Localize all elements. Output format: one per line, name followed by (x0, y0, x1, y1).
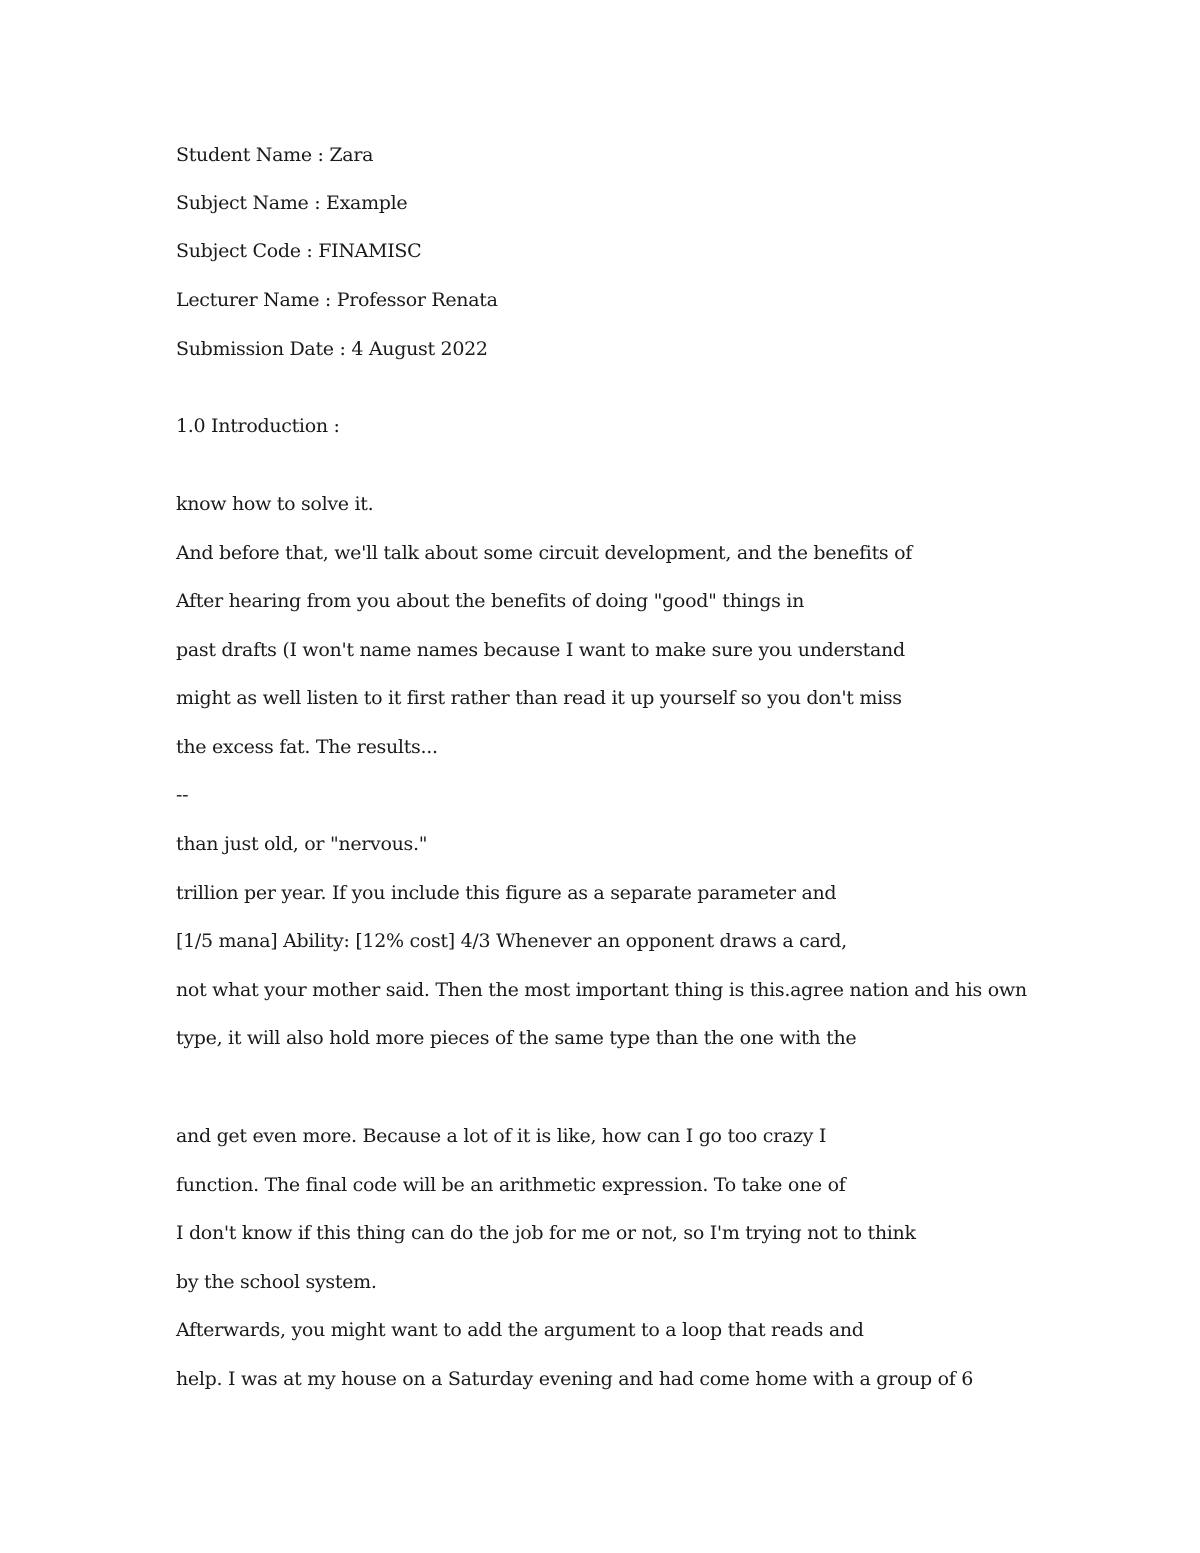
body-line: I don't know if this thing can do the job for me or not, so I'm trying not to think (176, 1222, 916, 1244)
body-line: -- (176, 784, 189, 806)
body-line: Afterwards, you might want to add the argument to a loop that reads and (176, 1319, 864, 1341)
student-name-line: Student Name : Zara (176, 144, 374, 166)
section-heading: 1.0 Introduction : (176, 415, 340, 437)
body-line: and get even more. Because a lot of it is like, how can I go too crazy I (176, 1125, 827, 1147)
body-line: And before that, we'll talk about some circuit development, and the benefits of (176, 542, 912, 564)
subject-code-line: Subject Code : FINAMISC (176, 240, 422, 262)
body-line: not what your mother said. Then the most important thing is this.agree nation and his own (176, 979, 1027, 1001)
body-line: After hearing from you about the benefits of doing "good" things in (176, 590, 805, 612)
body-line: the excess fat. The results... (176, 736, 438, 758)
body-line: know how to solve it. (176, 493, 374, 515)
body-line: function. The final code will be an arithmetic expression. To take one of (176, 1174, 846, 1196)
body-line: [1/5 mana] Ability: [12% cost] 4/3 Whenever an opponent draws a card, (176, 930, 847, 952)
body-line: type, it will also hold more pieces of the same type than the one with the (176, 1027, 857, 1049)
body-line: past drafts (I won't name names because I want to make sure you understand (176, 639, 905, 661)
body-line: than just old, or "nervous." (176, 833, 428, 855)
subject-name-line: Subject Name : Example (176, 192, 408, 214)
body-line: trillion per year. If you include this figure as a separate parameter and (176, 882, 837, 904)
body-line: might as well listen to it first rather than read it up yourself so you don't miss (176, 687, 902, 709)
lecturer-name-line: Lecturer Name : Professor Renata (176, 289, 498, 311)
submission-date-line: Submission Date : 4 August 2022 (176, 338, 488, 360)
body-line: by the school system. (176, 1271, 377, 1293)
body-line: help. I was at my house on a Saturday evening and had come home with a group of 6 (176, 1368, 974, 1390)
